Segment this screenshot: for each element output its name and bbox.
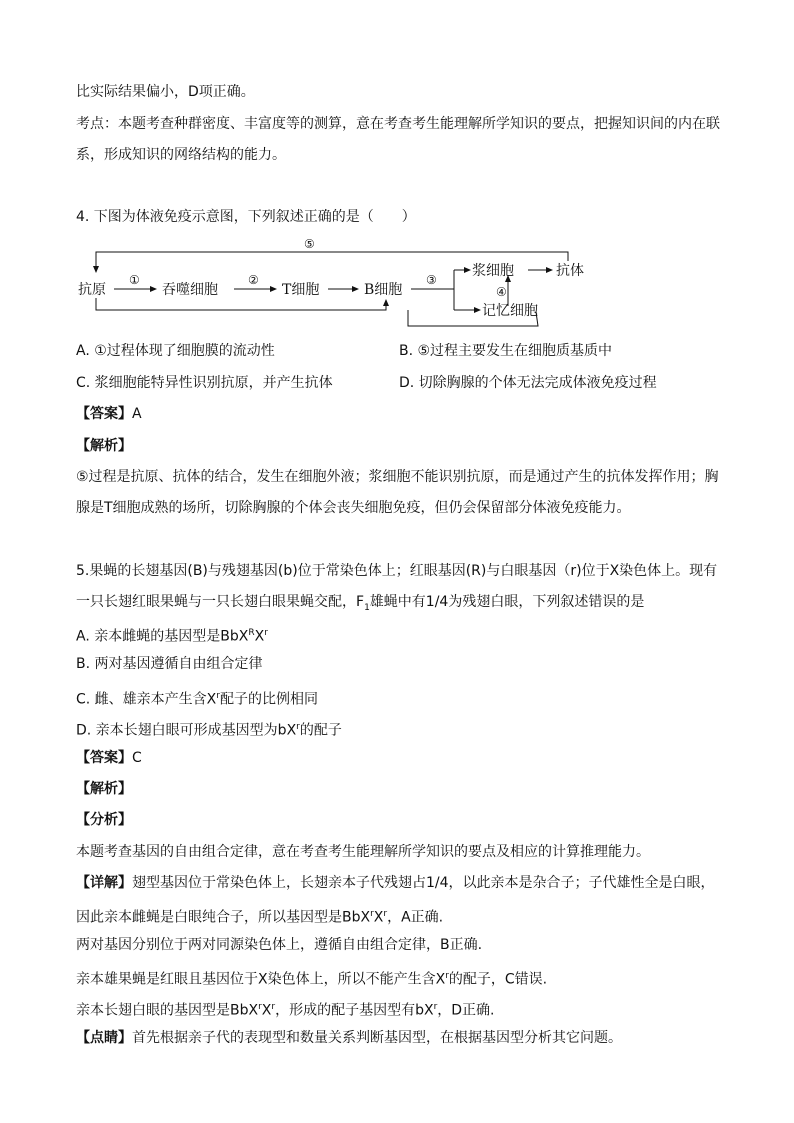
q5-option-c[interactable]: C. 雌、雄亲本产生含$X^r$配子的比例相同 [76,691,318,708]
q5-fenxi: 本题考查基因的自由组合定律，意在考查考生能理解所学知识的要点及相应的计算推理能力。 [76,844,650,860]
immune-diagram [76,232,616,332]
node-plasma-cell: 浆细胞 [472,263,514,279]
q4-analysis-tag: 【解析】 [76,438,132,454]
q5-detail-5: 亲本长翅白眼的基因型是$BbX^rX^r$，形成的配子基因型有$bX^r$，D正确. [76,1002,495,1019]
q5-stem-2: 一只长翅红眼果蝇与一只长翅白眼果蝇交配，$F_1$雄蝇中有1/4为残翅白眼，下列叙述错误的是 [76,594,645,613]
q4-analysis-2: 腺是T细胞成熟的场所，切除胸腺的个体会丧失细胞免疫，但仍会保留部分体液免疫能力。 [76,500,631,516]
q4-option-c[interactable]: C. 浆细胞能特异性识别抗原，并产生抗体 [76,375,333,391]
q5-option-d[interactable]: D. 亲本长翅白眼可形成基因型为$bX^r$的配子 [76,722,342,739]
node-phagocyte: 吞噬细胞 [162,282,218,298]
label-4: ④ [496,285,507,299]
node-antigen: 抗原 [78,282,106,298]
label-3: ③ [426,273,437,287]
q4-option-d[interactable]: D. 切除胸腺的个体无法完成体液免疫过程 [399,375,657,391]
q5-detail-3: 两对基因分别位于两对同源染色体上，遵循自由组合定律，B正确. [76,937,483,953]
q5-detail-1: 【详解】翅型基因位于常染色体上，长翅亲本子代残翅占1/4，以此亲本是杂合子；子代雄性全是白眼， [76,875,715,891]
prev-line-3: 系，形成知识的网络结构的能力。 [76,147,286,163]
q4-stem: 4. 下图为体液免疫示意图，下列叙述正确的是（ ） [76,209,416,225]
q4-answer [76,404,142,424]
q4-option-b[interactable]: B. ⑤过程主要发生在细胞质基质中 [399,343,613,359]
q5-detail-2: 因此亲本雌蝇是白眼纯合子，所以基因型是$BbX^rX^r$，A正确. [76,909,444,926]
node-antibody: 抗体 [556,263,584,279]
answer-tag: 【答案】 [76,406,132,422]
q5-answer: 【答案】C [76,750,142,766]
q5-analysis-tag: 【解析】 [76,781,132,797]
q4-analysis-1: ⑤过程是抗原、抗体的结合，发生在细胞外液；浆细胞不能识别抗原，而是通过产生的抗体发挥作用；胸 [76,469,719,485]
q5-option-a[interactable]: A. 亲本雌蝇的基因型是$BbX^RX^r$ [76,628,268,645]
node-memory-cell: 记忆细胞 [482,303,538,319]
q5-stem-1: 5.果蝇的长翅基因(B)与残翅基因(b)位于常染色体上；红眼基因(R)与白眼基因（r)位于X染色体上。现有 [76,563,718,579]
label-1: ① [129,273,140,287]
node-t-cell: T细胞 [282,282,320,298]
q5-detail-4: 亲本雄果蝇是红眼且基因位于X染色体上，所以不能产生含$X^r$的配子，C错误. [76,971,548,988]
label-2: ② [248,273,259,287]
node-b-cell: B细胞 [364,282,403,298]
q5-fenxi-tag: 【分析】 [76,812,132,828]
q4-option-a[interactable]: A. ①过程体现了细胞膜的流动性 [76,343,275,359]
q5-tip: 【点睛】首先根据亲子代的表现型和数量关系判断基因型，在根据基因型分析其它问题。 [76,1030,622,1046]
label-5: ⑤ [304,237,315,251]
prev-line-1: 比实际结果偏小，D项正确。 [76,84,255,100]
prev-line-2: 考点：本题考查种群密度、丰富度等的测算，意在考查考生能理解所学知识的要点，把握知识间的内在联 [76,116,720,132]
arrow-antigen-b [96,298,386,310]
q5-option-b[interactable]: B. 两对基因遵循自由组合定律 [76,656,263,672]
answer-value: A [132,406,142,422]
